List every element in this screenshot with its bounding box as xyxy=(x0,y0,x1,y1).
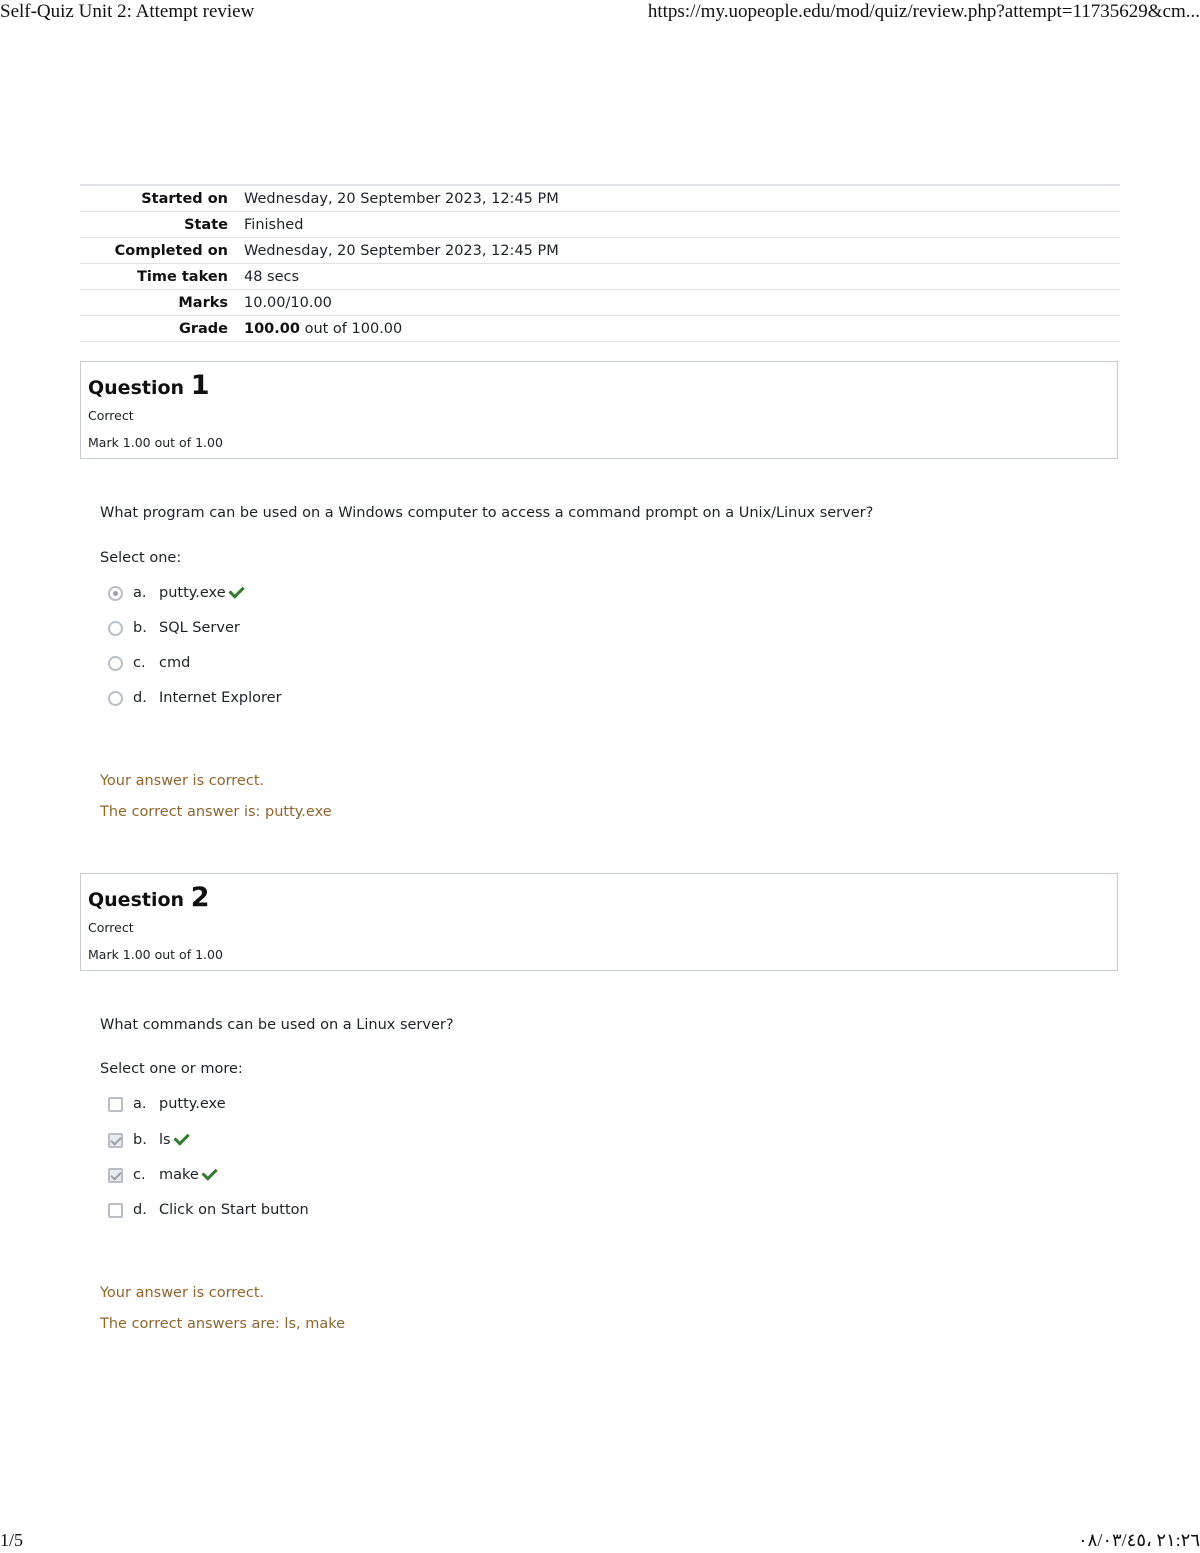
question-heading: Question xyxy=(88,377,185,399)
option-label: Click on Start button xyxy=(159,1202,309,1218)
option-letter: d. xyxy=(133,690,147,706)
print-footer xyxy=(0,1527,1200,1553)
summary-label: Marks xyxy=(80,290,244,316)
option-letter: d. xyxy=(133,1202,147,1218)
question-2-option-a[interactable] xyxy=(108,1093,226,1115)
print-header xyxy=(0,0,1200,26)
question-1-option-b[interactable] xyxy=(108,617,240,639)
question-1-prompt: Select one: xyxy=(100,550,182,566)
option-letter: a. xyxy=(133,1096,147,1112)
print-page-title: Self-Quiz Unit 2: Attempt review xyxy=(0,1,255,22)
summary-value xyxy=(244,316,1120,342)
question-number xyxy=(88,370,209,401)
radio[interactable] xyxy=(108,621,123,636)
question-2-option-c[interactable] xyxy=(108,1164,218,1186)
checkbox-checked[interactable] xyxy=(108,1168,123,1183)
option-label: cmd xyxy=(159,655,191,671)
summary-value: Finished xyxy=(244,212,1120,238)
print-page-number: 1/5 xyxy=(0,1530,24,1550)
radio-selected[interactable] xyxy=(108,586,123,601)
question-1-option-c[interactable] xyxy=(108,652,190,674)
question-1-option-d[interactable] xyxy=(108,687,282,709)
question-state: Correct xyxy=(88,408,134,423)
option-letter: b. xyxy=(133,620,147,636)
question-2-feedback: Your answer is correct. xyxy=(100,1285,265,1301)
radio[interactable] xyxy=(108,691,123,706)
radio[interactable] xyxy=(108,656,123,671)
question-num: 2 xyxy=(190,882,210,913)
question-heading: Question xyxy=(88,889,185,911)
checkbox[interactable] xyxy=(108,1097,123,1112)
question-2-text: What commands can be used on a Linux server? xyxy=(100,1017,454,1033)
summary-row-time-taken xyxy=(80,264,1120,290)
summary-row-started xyxy=(80,185,1120,212)
option-label: putty.exe xyxy=(159,1096,226,1112)
option-letter: b. xyxy=(133,1132,147,1148)
question-1-feedback: Your answer is correct. xyxy=(100,773,265,789)
check-icon xyxy=(201,1164,217,1180)
question-2-option-d[interactable] xyxy=(108,1199,309,1221)
question-1-option-a[interactable] xyxy=(108,582,245,604)
question-mark: Mark 1.00 out of 1.00 xyxy=(88,435,223,450)
summary-value: Wednesday, 20 September 2023, 12:45 PM xyxy=(244,185,1120,212)
summary-value: 48 secs xyxy=(244,264,1120,290)
option-letter: a. xyxy=(133,585,147,601)
summary-label: Grade xyxy=(80,316,244,342)
question-state: Correct xyxy=(88,920,134,935)
question-2-prompt: Select one or more: xyxy=(100,1061,243,1077)
print-page-url: https://my.uopeople.edu/mod/quiz/review.php?attempt=11735629&cm... xyxy=(647,1,1200,22)
question-num: 1 xyxy=(190,370,210,401)
attempt-summary-table xyxy=(80,184,1120,342)
option-label: ls xyxy=(159,1132,171,1148)
grade-suffix: out of 100.00 xyxy=(299,320,403,337)
question-1-info xyxy=(80,361,1118,459)
summary-label: State xyxy=(80,212,244,238)
summary-row-state xyxy=(80,212,1120,238)
question-1-right-answer: The correct answer is: putty.exe xyxy=(100,804,332,820)
option-label: Internet Explorer xyxy=(159,690,282,706)
summary-row-marks xyxy=(80,290,1120,316)
question-mark: Mark 1.00 out of 1.00 xyxy=(88,947,223,962)
summary-label: Completed on xyxy=(80,238,244,264)
checkbox-checked[interactable] xyxy=(108,1133,123,1148)
grade-score: 100.00 xyxy=(244,320,300,337)
question-1-text: What program can be used on a Windows computer to access a command prompt on a Unix/Linux server? xyxy=(100,505,874,521)
summary-row-completed xyxy=(80,238,1120,264)
option-letter: c. xyxy=(133,655,146,671)
option-label: SQL Server xyxy=(159,620,240,636)
summary-row-grade xyxy=(80,316,1120,342)
option-label: make xyxy=(159,1167,199,1183)
question-2-info xyxy=(80,873,1118,971)
summary-value: Wednesday, 20 September 2023, 12:45 PM xyxy=(244,238,1120,264)
print-timestamp: ٢١:٢٦ ،٠٨/٠٣/٤٥ xyxy=(1077,1530,1200,1550)
check-icon xyxy=(228,582,244,598)
question-2-option-b[interactable] xyxy=(108,1129,190,1151)
check-icon xyxy=(173,1129,189,1145)
question-number xyxy=(88,882,209,913)
summary-label: Time taken xyxy=(80,264,244,290)
checkbox[interactable] xyxy=(108,1203,123,1218)
option-label: putty.exe xyxy=(159,585,226,601)
question-2-right-answer: The correct answers are: ls, make xyxy=(100,1316,346,1332)
option-letter: c. xyxy=(133,1167,146,1183)
summary-value: 10.00/10.00 xyxy=(244,290,1120,316)
summary-label: Started on xyxy=(80,185,244,212)
